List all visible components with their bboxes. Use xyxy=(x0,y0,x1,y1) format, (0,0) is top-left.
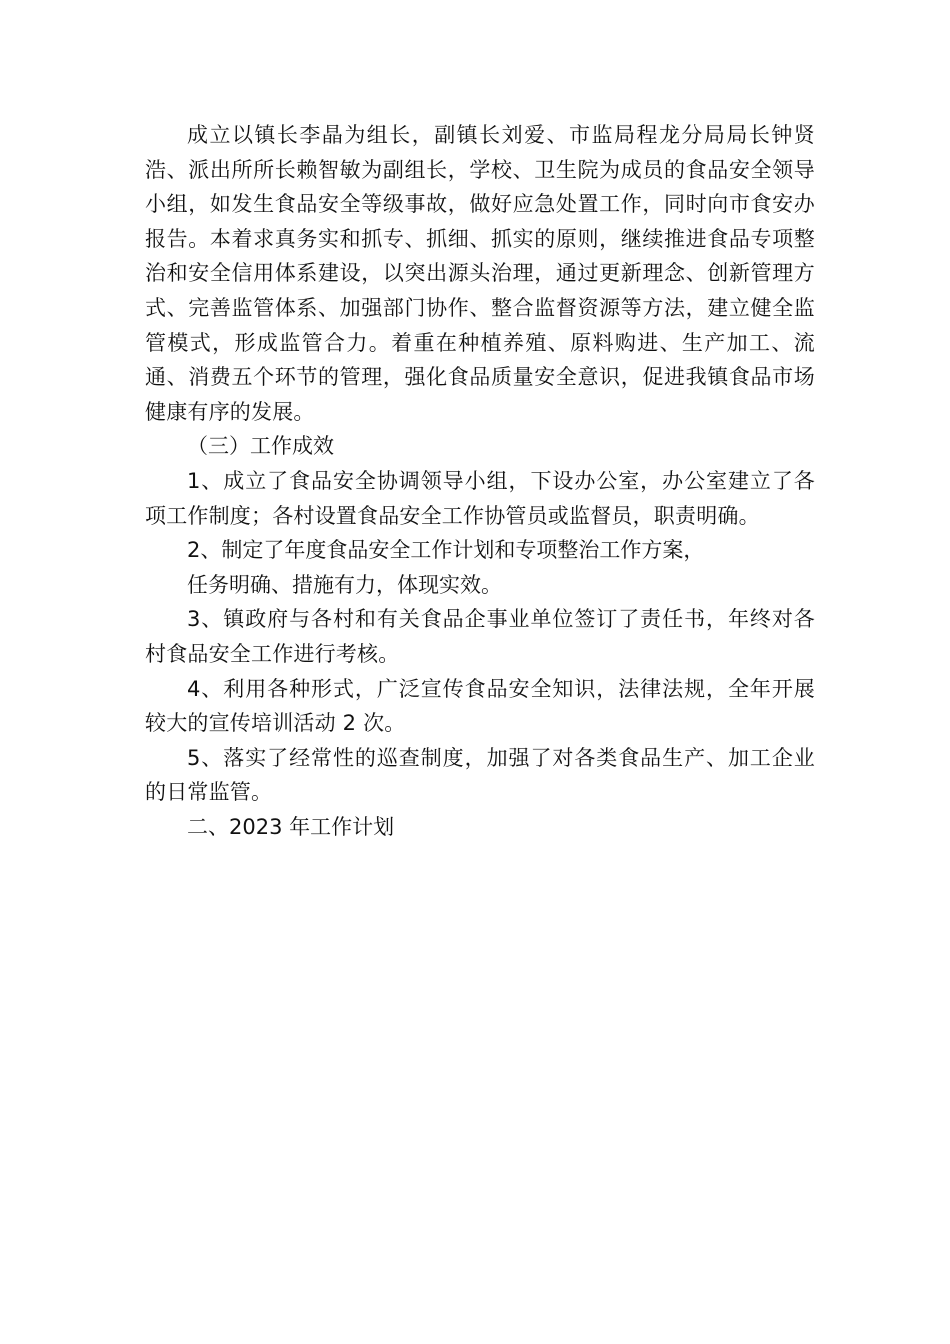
list-item-2-line-2: 任务明确、措施有力，体现实效。 xyxy=(187,572,502,597)
list-item-2-line-1: 2、制定了年度食品安全工作计划和专项整治工作方案， xyxy=(187,538,705,563)
paragraph-leadership-group: 成立以镇长李晶为组长，副镇长刘爱、市监局程龙分局局长钟贤浩、派出所所长赖智敏为副组长，学校、卫生院为成员的食品安全领导小组，如发生食品安全等级事故，做好应急处置工作，同时向市食安办报告。本着求真务实和抓专、抓细、抓实的原则，继续推进食品专项整治和安全信用体系建设，以突出源头治理，通过更新理念、创新管理方式、完善监管体系、加强部门协作、整合监督资源等方法，建立健全监管模式，形成监管合力。着重在种植养殖、原料购进、生产加工、流通、消费五个环节的管理，强化食品质量安全意识，促进我镇食品市场健康有序的发展。 xyxy=(145,123,815,424)
list-item-3: 3、镇政府与各村和有关食品企事业单位签订了责任书，年终对各村食品安全工作进行考核。 xyxy=(145,607,815,666)
document-body xyxy=(145,118,815,844)
list-item-1: 1、成立了食品安全协调领导小组，下设办公室，办公室建立了各项工作制度；各村设置食品安全工作协管员或监督员，职责明确。 xyxy=(145,468,815,528)
list-item-4: 4、利用各种形式，广泛宣传食品安全知识，法律法规，全年开展较大的宣传培训活动 2 次。 xyxy=(145,676,815,736)
section-heading-2023-plan: 二、2023 年工作计划 xyxy=(187,814,395,839)
section-heading-work-results: （三）工作成效 xyxy=(187,434,334,459)
list-item-5: 5、落实了经常性的巡查制度，加强了对各类食品生产、加工企业的日常监管。 xyxy=(145,745,815,805)
